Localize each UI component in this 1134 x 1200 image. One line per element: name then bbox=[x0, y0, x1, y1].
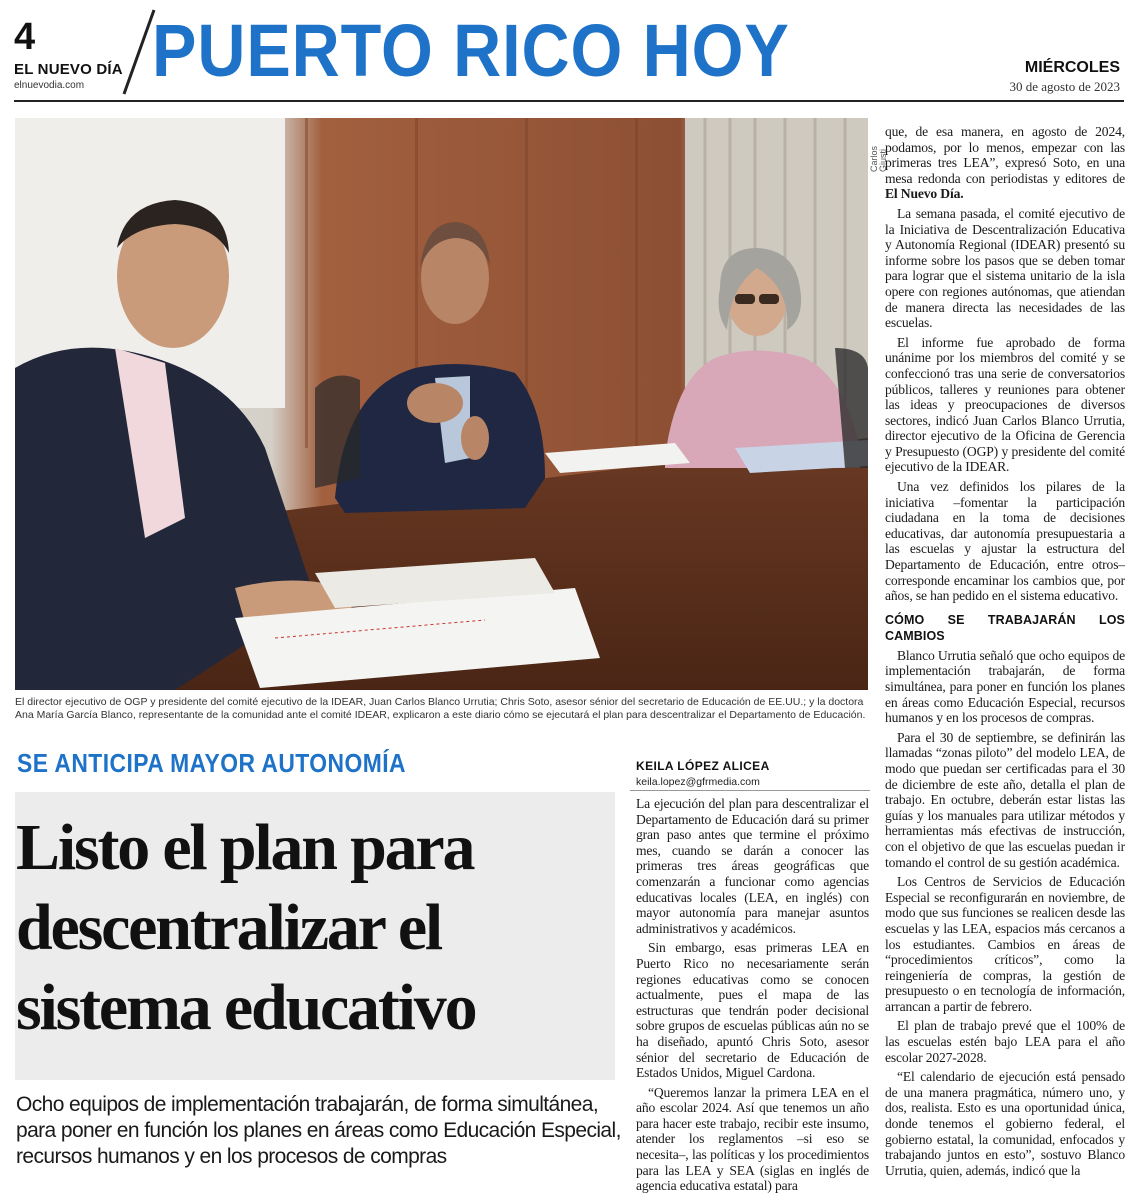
paragraph-text: que, de esa manera, en agosto de 2024, podamos, por lo menos, empezar con las primeras tres LEA”, expresó Soto, en una mesa redonda con periodistas y editores de bbox=[885, 124, 1125, 186]
author-email[interactable]: keila.lopez@gfrmedia.com bbox=[636, 776, 760, 788]
article-headline: Listo el plan para descentralizar el sistema educativo bbox=[16, 811, 476, 1044]
masthead-rule bbox=[14, 100, 1124, 102]
paragraph: Una vez definidos los pilares de la iniciativa –fomentar la participación ciudadana en la toma de decisiones educativas, dar autonomía presupuestaria a las escuelas y ajustar la estructura del Departamento de Educación, entre otros– corresponde encaminar los cambios que, por años, se han pedido en el sistema educativo. bbox=[885, 479, 1125, 604]
newspaper-name: EL NUEVO DÍA bbox=[14, 61, 123, 78]
masthead bbox=[0, 0, 1134, 104]
newspaper-url[interactable]: elnuevodia.com bbox=[14, 80, 85, 91]
paragraph: Los Centros de Servicios de Educación Especial se reconfigurarán en noviembre, de modo que sus funciones se realicen desde las escuelas y las LEA, espacios más cercanos a los estudiantes. Cambios en áreas de “procedimientos críticos”, como la reingeniería de compras, la gestión de presupuesto o en tecnología de información, arrancan a partir de febrero. bbox=[885, 874, 1125, 1014]
photo-caption: El director ejecutivo de OGP y presidente del comité ejecutivo de la IDEAR, Juan Carlos Blanco Urrutia; Chris Soto, asesor sénior del secretario de Educación de EE.UU.; y la doctora Ana María García Blanco, representante de la comunidad ante el comité IDEAR, explicaron a este diario cómo se ejecutará el plan para descentralizar el Departamento de Educación. bbox=[15, 696, 866, 721]
article-photo bbox=[15, 118, 868, 690]
paragraph: “Queremos lanzar la primera LEA en el año escolar 2024. Así que tenemos un año para hacer este trabajo, recibir este insumo, atender los reglamentos –si eso se necesita–, las políticas y los procedimientos para las LEA y SEA (siglas en inglés de agencia educativa estatal) para bbox=[636, 1084, 869, 1194]
article-subhead: CÓMO SE TRABAJARÁN LOS CAMBIOS bbox=[885, 612, 1125, 643]
section-title: PUERTO RICO HOY bbox=[152, 9, 790, 92]
photo-credit: Carlos Giusti bbox=[869, 145, 888, 172]
weekday: MIÉRCOLES bbox=[1024, 59, 1120, 76]
author-name: KEILA LÓPEZ ALICEA bbox=[636, 759, 770, 773]
newspaper-name-inline: El Nuevo Día. bbox=[885, 186, 964, 202]
paragraph: El informe fue aprobado de forma unánime por los miembros del comité y se confeccionó tras una serie de conversatorios públicos, talleres y reuniones para obtener las ideas y preocupaciones de diversos sectores, indicó Juan Carlos Blanco Urrutia, director ejecutivo de la Oficina de Gerencia y Presupuesto (OGP) y presidente del comité ejecutivo de la IDEAR. bbox=[885, 334, 1125, 475]
page-number: 4 bbox=[14, 16, 36, 58]
paragraph: “El calendario de ejecución está pensado de una manera pragmática, número uno, y dos, realista. Esto es una oportunidad única, donde tenemos el gobierno federal, el gobierno estatal, la comunidad, enfocados y trabajando juntos en esto”, sostuvo Blanco Urrutia, quien, además, indicó que la bbox=[885, 1069, 1125, 1178]
paragraph bbox=[885, 124, 1125, 202]
meeting-photo-illustration bbox=[15, 118, 868, 690]
article-deck: Ocho equipos de implementación trabajarán, de forma simultánea, para poner en función los planes en áreas como Educación Especial, recursos humanos y en los procesos de compras bbox=[16, 1093, 621, 1168]
byline bbox=[636, 760, 866, 788]
byline-rule bbox=[630, 790, 870, 791]
article-column-middle bbox=[636, 796, 869, 1200]
paragraph: La ejecución del plan para descentralizar el Departamento de Educación dará su primer gran paso antes que termine el próximo mes, cuando se darán a conocer las primeras tres áreas geográficas que comenzarán a funcionar como agencias educativas locales (LEA, en inglés) con mayor autonomía para manejar asuntos administrativos y académicos. bbox=[636, 796, 869, 936]
paragraph: Para el 30 de septiembre, se definirán las llamadas “zonas piloto” del modelo LEA, de modo que puedan ser certificadas para el 30 de diciembre de este año, detalla el plan de trabajo. En octubre, deberán estar listas las guías y los manuales para utilizar métodos y herramientas más efectivas de instrucción, con el objetivo de que las escuelas puedan ir tomando el control de su gestión académica. bbox=[885, 729, 1125, 870]
issue-date: 30 de agosto de 2023 bbox=[1009, 79, 1120, 94]
article-kicker: SE ANTICIPA MAYOR AUTONOMÍA bbox=[17, 748, 407, 778]
paragraph: Blanco Urrutia señaló que ocho equipos de implementación trabajarán, de forma simultánea, para poner en función los planes en áreas como Educación Especial, recursos humanos y en los procesos de compras. bbox=[885, 647, 1125, 726]
paragraph: Sin embargo, esas primeras LEA en Puerto Rico no necesariamente serán regiones educativas como se conocen actualmente, pues el mapa de las estructuras que tendrán poder decisional sobre grupos de escuelas públicas aún no se ha diseñado, apuntó Chris Soto, asesor sénior del secretario de Educación de Estados Unidos, Miguel Cardona. bbox=[636, 940, 869, 1081]
paragraph: El plan de trabajo prevé que el 100% de las escuelas estén bajo LEA para el año escolar 2027-2028. bbox=[885, 1018, 1125, 1065]
article-column-right bbox=[885, 124, 1125, 1200]
paragraph: La semana pasada, el comité ejecutivo de la Iniciativa de Descentralización Educativa y Autonomía Regional (IDEAR) presentó su informe sobre los pasos que se deben tomar para lograr que el sistema unitario de la isla opere con regiones autónomas, que atiendan de manera directa las necesidades de las escuelas. bbox=[885, 205, 1125, 331]
